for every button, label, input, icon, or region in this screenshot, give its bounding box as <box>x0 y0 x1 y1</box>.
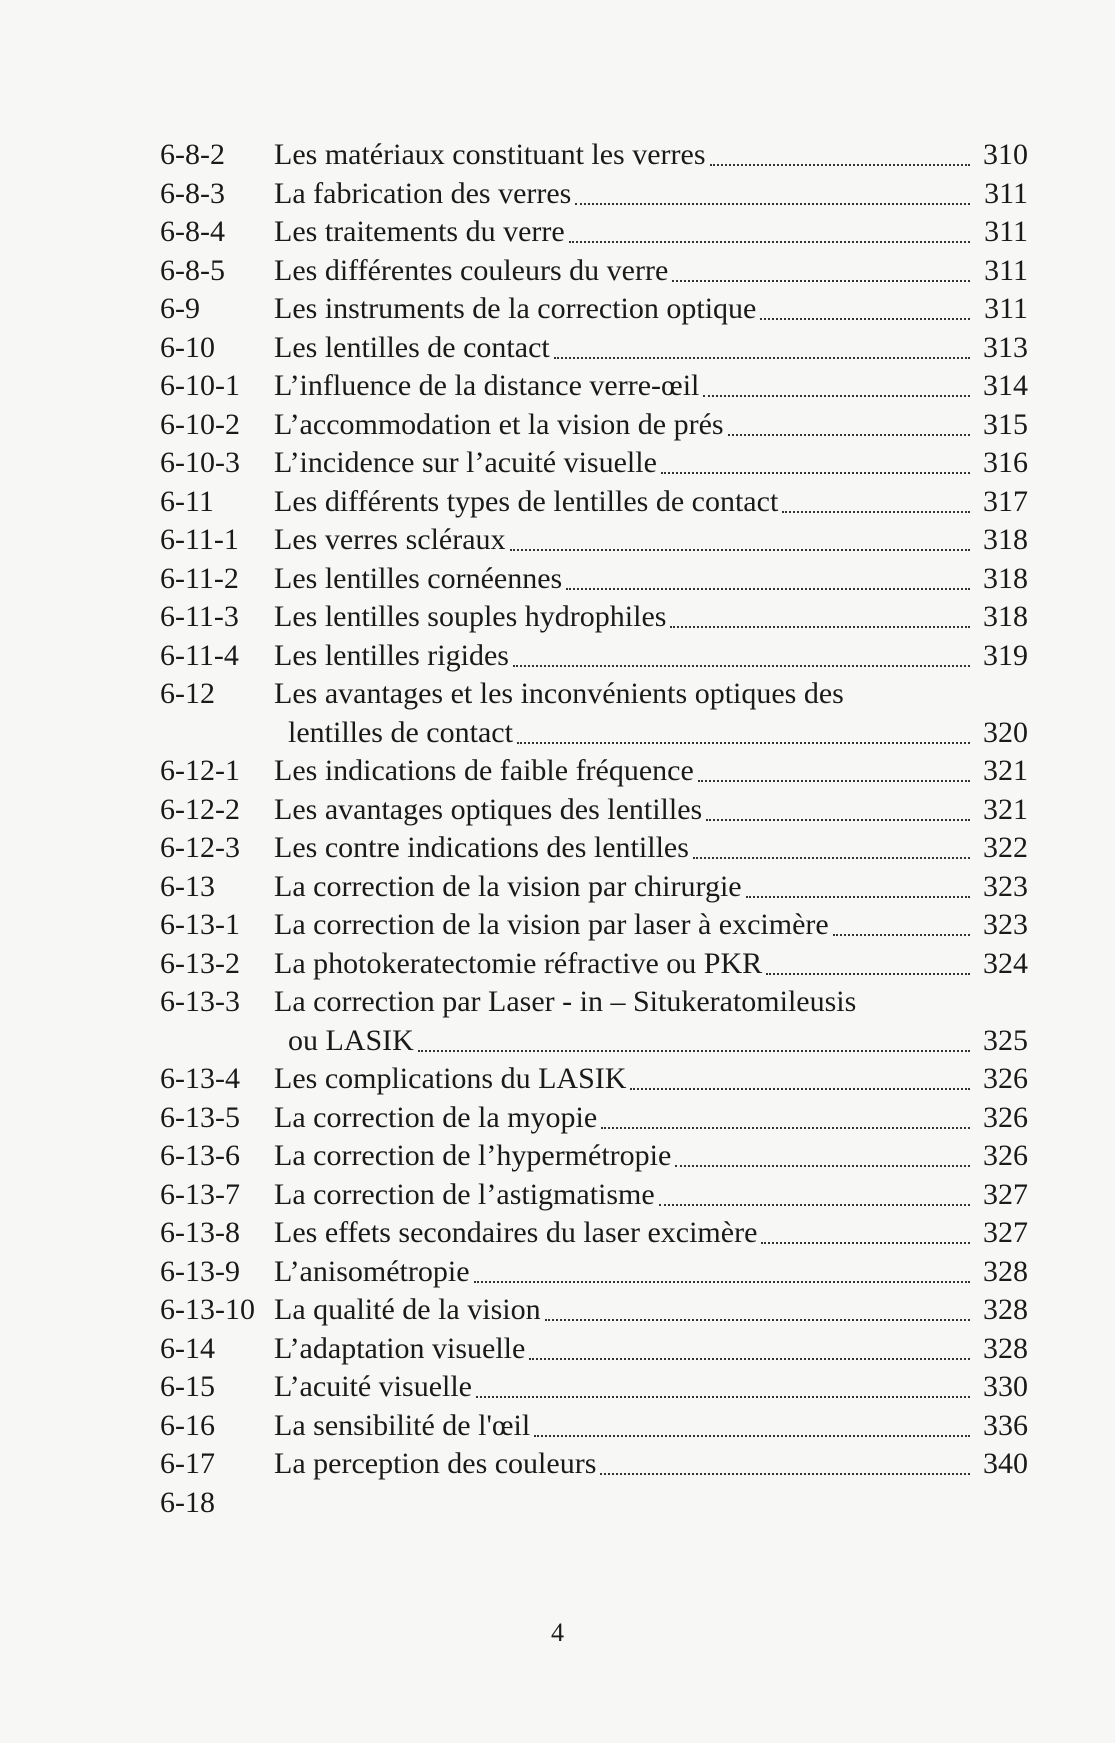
toc-entry-number: 6-12-2 <box>160 792 240 826</box>
dot-leader <box>566 588 970 590</box>
toc-entry-title: Les différents types de lentilles de contact <box>274 484 779 518</box>
toc-entry <box>160 1060 1028 1099</box>
toc-entry-page: 325 <box>983 1023 1028 1057</box>
dot-leader <box>760 318 970 320</box>
toc-entry-title: Les traitements du verre <box>274 215 565 248</box>
toc-entry-number: 6-9 <box>160 292 200 325</box>
page-number: 4 <box>551 1618 564 1647</box>
toc-entry-number: 6-12-1 <box>160 754 240 787</box>
toc-entry <box>160 1137 1028 1176</box>
dot-leader <box>698 780 970 782</box>
toc-entry-title: La correction de l’hypermétropie <box>274 1139 672 1172</box>
toc-entry-number: 6-8-5 <box>160 253 225 287</box>
toc-entry-title: Les complications du LASIK <box>274 1062 627 1095</box>
toc-entry-number: 6-12-3 <box>160 831 240 864</box>
toc-entry <box>160 868 1028 907</box>
toc-entry-page: 321 <box>983 754 1028 787</box>
toc-entry-number: 6-14 <box>160 1331 215 1365</box>
dot-leader <box>630 1088 970 1090</box>
toc-entry-title: Les avantages et les inconvénients optiques des <box>274 677 844 710</box>
dot-leader <box>554 357 970 359</box>
toc-entry-page: 328 <box>983 1254 1028 1288</box>
toc-entry <box>160 1291 1028 1330</box>
toc-entry-page: 328 <box>983 1293 1028 1326</box>
toc-entry-page: 323 <box>983 869 1028 903</box>
toc-entry-number: 6-10 <box>160 330 215 364</box>
toc-entry <box>160 1176 1028 1215</box>
dot-leader <box>600 1473 970 1475</box>
toc-entry-title: Les lentilles cornéennes <box>274 561 563 595</box>
toc-entry-title: Les lentilles souples hydrophiles <box>274 600 667 633</box>
dot-leader <box>418 1050 970 1052</box>
toc-entry <box>160 945 1028 984</box>
toc-entry <box>160 829 1028 868</box>
dot-leader <box>601 1127 970 1129</box>
toc-entry-page: 324 <box>983 946 1028 980</box>
toc-entry-title: Les différentes couleurs du verre <box>274 253 669 287</box>
toc-entry <box>160 483 1028 522</box>
toc-entry-title: L’influence de la distance verre-œil <box>274 369 700 402</box>
dot-leader <box>569 241 970 243</box>
dot-leader <box>529 1358 970 1360</box>
toc-entry-page: 327 <box>983 1216 1028 1249</box>
toc-entry-page: 311 <box>984 176 1028 210</box>
toc-entry-page: 321 <box>983 792 1028 826</box>
toc-entry-title: La correction de la myopie <box>274 1100 598 1134</box>
toc-entry <box>160 791 1028 830</box>
toc-entry <box>160 1253 1028 1292</box>
toc-entry-page: 326 <box>983 1139 1028 1172</box>
toc-entry-title: La correction par Laser - in – Situkeratomileusis <box>274 985 857 1018</box>
toc-entry-number: 6-13-4 <box>160 1062 240 1095</box>
toc-entry <box>160 560 1028 599</box>
toc-entry-number: 6-11-4 <box>160 638 239 672</box>
toc-entry-number: 6-10-3 <box>160 446 240 479</box>
dot-leader <box>746 896 970 898</box>
toc-entry-title: La correction de la vision par chirurgie <box>274 869 742 903</box>
dot-leader <box>703 395 970 397</box>
dot-leader <box>545 1319 970 1321</box>
toc-entry-page: 310 <box>983 138 1028 171</box>
toc-entry-page: 311 <box>984 215 1028 248</box>
toc-entry-number: 6-17 <box>160 1447 215 1480</box>
toc-entry-number: 6-18 <box>160 1485 215 1519</box>
dot-leader <box>517 742 970 744</box>
toc-entry-number: 6-10-1 <box>160 369 240 402</box>
toc-entry-title: Les avantages optiques des lentilles <box>274 792 703 826</box>
toc-entry-title: Les matériaux constituant les verres <box>274 138 706 171</box>
toc-entry-title: lentilles de contact <box>288 715 513 749</box>
toc-entry <box>160 906 1028 945</box>
toc-entry-page: 311 <box>984 253 1028 287</box>
toc-entry <box>160 637 1028 676</box>
toc-entry-title: La fabrication des verres <box>274 176 572 210</box>
toc-entry-page: 327 <box>983 1177 1028 1211</box>
dot-leader <box>513 665 970 667</box>
dot-leader <box>575 203 970 205</box>
toc-entry <box>160 983 1028 1022</box>
toc-entry-page: 322 <box>983 831 1028 864</box>
toc-entry-number: 6-13 <box>160 869 215 903</box>
dot-leader <box>706 819 970 821</box>
dot-leader <box>659 1204 970 1206</box>
toc-entry <box>160 252 1028 291</box>
toc-entry-page: 328 <box>983 1331 1028 1365</box>
toc-entry-number: 6-10-2 <box>160 407 240 441</box>
toc-entry-title: Les effets secondaires du laser excimère <box>274 1216 758 1249</box>
toc-entry-number: 6-16 <box>160 1408 215 1442</box>
toc-entry-number: 6-11-2 <box>160 561 239 595</box>
toc-entry <box>160 1099 1028 1138</box>
toc-entry-number: 6-11-1 <box>160 523 239 556</box>
toc-entry-page: 318 <box>983 523 1028 556</box>
toc-entry-title: Les lentilles de contact <box>274 330 550 364</box>
toc-entry-page: 318 <box>983 600 1028 633</box>
toc-entry-page: 311 <box>984 292 1028 325</box>
toc-entry-number: 6-13-9 <box>160 1254 240 1288</box>
toc-entry-page: 317 <box>983 484 1028 518</box>
dot-leader <box>474 1281 970 1283</box>
toc-entry <box>160 1022 1028 1061</box>
toc-entry <box>160 136 1028 175</box>
toc-entry-number: 6-11 <box>160 484 214 518</box>
dot-leader <box>761 1242 970 1244</box>
toc-entry <box>160 329 1028 368</box>
toc-entry-page: 320 <box>983 715 1028 749</box>
toc-entry-page: 330 <box>983 1370 1028 1403</box>
toc-entry <box>160 675 1028 714</box>
toc-entry <box>160 406 1028 445</box>
toc-entry-title: La correction de la vision par laser à excimère <box>274 908 829 941</box>
toc-entry <box>160 1214 1028 1253</box>
dot-leader <box>710 164 970 166</box>
dot-leader <box>661 472 970 474</box>
toc-entry-title: La qualité de la vision <box>274 1293 541 1326</box>
dot-leader <box>534 1435 970 1437</box>
dot-leader <box>693 857 970 859</box>
toc-entry-page: 314 <box>983 369 1028 402</box>
toc-entry <box>160 1484 1028 1523</box>
toc-entry-number: 6-8-4 <box>160 215 225 248</box>
toc-entry <box>160 290 1028 329</box>
toc-entry <box>160 1330 1028 1369</box>
toc-entry <box>160 1368 1028 1407</box>
dot-leader <box>833 934 970 936</box>
toc-entry-title: L’accommodation et la vision de prés <box>274 407 724 441</box>
toc-entry-number: 6-13-6 <box>160 1139 240 1172</box>
toc-entry-number: 6-11-3 <box>160 600 239 633</box>
dot-leader <box>728 434 970 436</box>
toc-entry-number: 6-8-2 <box>160 138 225 171</box>
toc-entry-page: 316 <box>983 446 1028 479</box>
toc-entry-title: L’acuité visuelle <box>274 1370 472 1403</box>
toc-entry-number: 6-13-2 <box>160 946 240 980</box>
dot-leader <box>675 1165 970 1167</box>
toc-entry <box>160 444 1028 483</box>
toc-entry-number: 6-13-7 <box>160 1177 240 1211</box>
toc-entry-title: La sensibilité de l'œil <box>274 1408 531 1442</box>
toc-entry-number: 6-8-3 <box>160 176 225 210</box>
toc-entry <box>160 213 1028 252</box>
toc-entry <box>160 752 1028 791</box>
toc-entry <box>160 598 1028 637</box>
toc-entry-number: 6-13-1 <box>160 908 240 941</box>
toc-entry-number: 6-13-5 <box>160 1100 240 1134</box>
toc-entry-title: ou LASIK <box>288 1023 414 1057</box>
toc-entry <box>160 1445 1028 1484</box>
toc-entry-title: La photokeratectomie réfractive ou PKR <box>274 946 763 980</box>
toc-entry-title: Les instruments de la correction optique <box>274 292 757 325</box>
toc-entry <box>160 1407 1028 1446</box>
dot-leader <box>782 511 970 513</box>
toc-entry <box>160 175 1028 214</box>
toc-entry-title: Les lentilles rigides <box>274 638 509 672</box>
toc-entry-title: Les contre indications des lentilles <box>274 831 689 864</box>
toc-entry-title: La perception des couleurs <box>274 1447 597 1480</box>
toc-entry <box>160 714 1028 753</box>
toc-entry-number: 6-15 <box>160 1370 215 1403</box>
toc-entry-title: Les verres scléraux <box>274 523 506 556</box>
dot-leader <box>476 1396 970 1398</box>
toc-entry-page: 313 <box>983 330 1028 364</box>
dot-leader <box>670 626 970 628</box>
toc-entry-page: 318 <box>983 561 1028 595</box>
dot-leader <box>510 549 970 551</box>
toc-entry-number: 6-13-10 <box>160 1293 255 1326</box>
toc-entry-page: 340 <box>983 1447 1028 1480</box>
toc-entry-page: 323 <box>983 908 1028 941</box>
toc-entry-page: 315 <box>983 407 1028 441</box>
toc-entry-page: 326 <box>983 1062 1028 1095</box>
toc-entry-title: Les indications de faible fréquence <box>274 754 694 787</box>
toc-entry-title: La correction de l’astigmatisme <box>274 1177 655 1211</box>
toc-entry-page: 319 <box>983 638 1028 672</box>
toc-entry-title: L’anisométropie <box>274 1254 470 1288</box>
toc-entry-title: L’adaptation visuelle <box>274 1331 526 1365</box>
dot-leader <box>672 280 970 282</box>
toc-entry <box>160 521 1028 560</box>
table-of-contents <box>160 136 1028 1522</box>
toc-entry-number: 6-13-8 <box>160 1216 240 1249</box>
toc-entry-page: 326 <box>983 1100 1028 1134</box>
toc-entry-number: 6-13-3 <box>160 985 240 1018</box>
toc-entry-page: 336 <box>983 1408 1028 1442</box>
toc-entry-title: L’incidence sur l’acuité visuelle <box>274 446 657 479</box>
dot-leader <box>766 973 970 975</box>
toc-entry <box>160 367 1028 406</box>
toc-entry-number: 6-12 <box>160 677 215 710</box>
